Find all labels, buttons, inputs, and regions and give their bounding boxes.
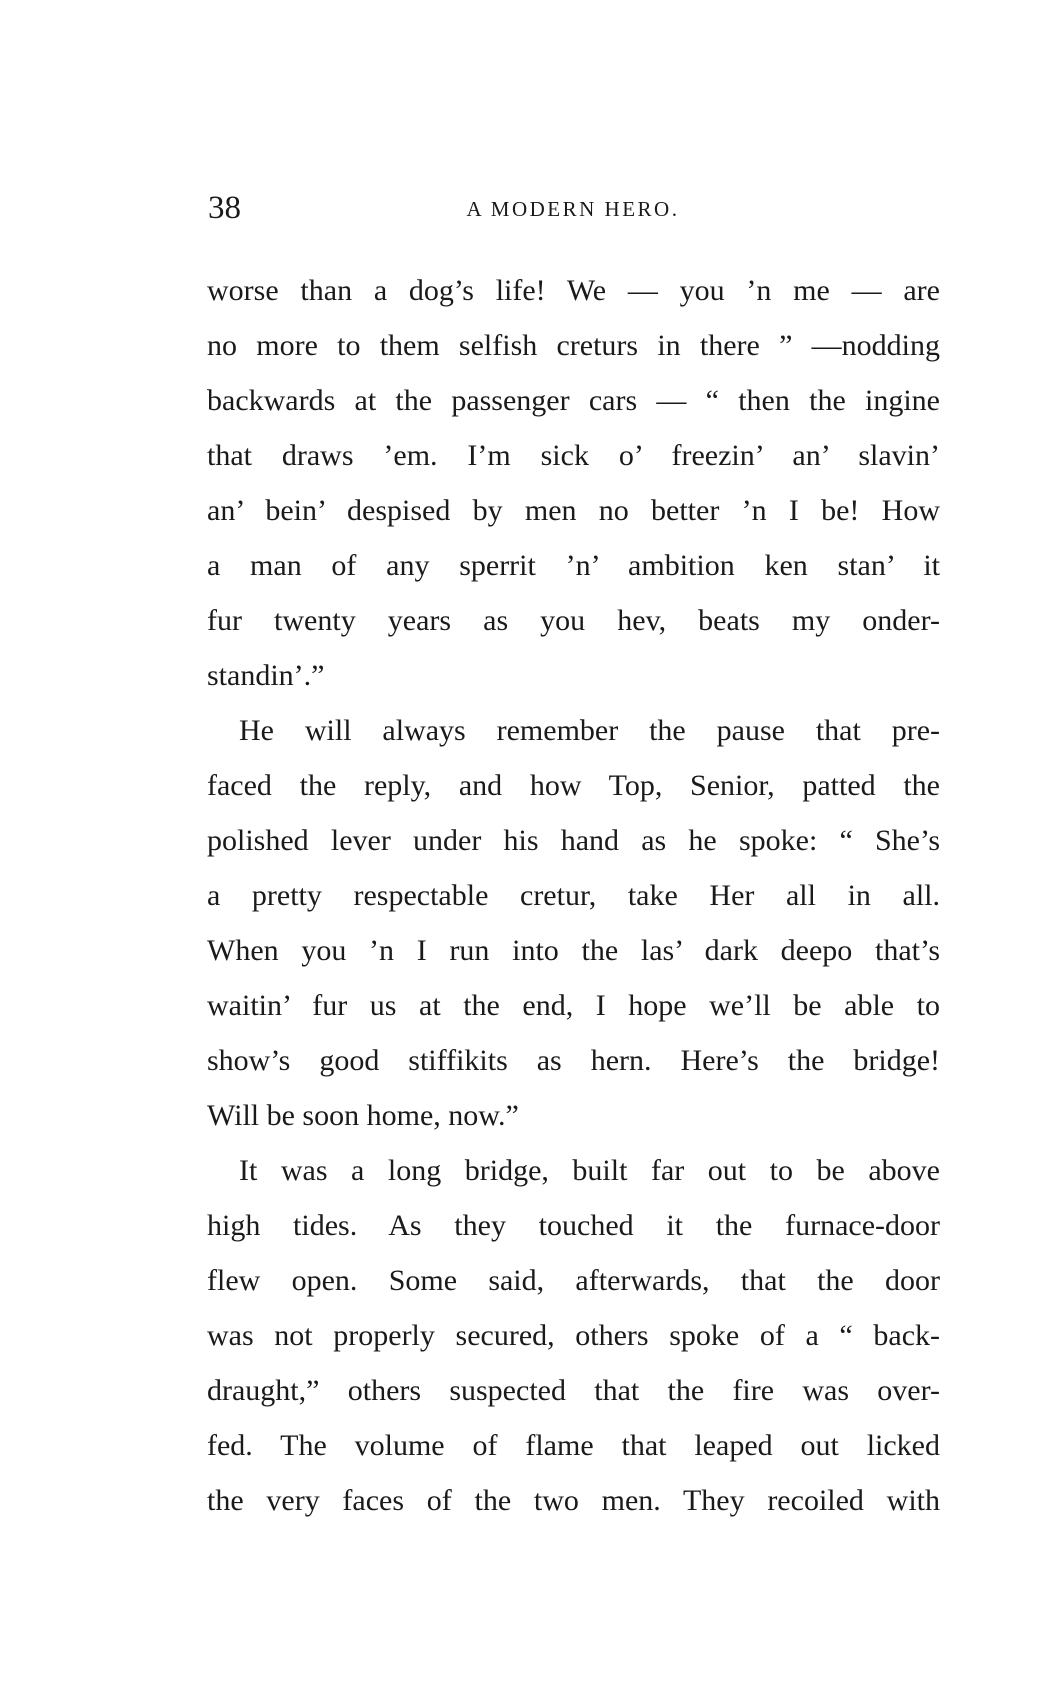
text-line: standin’.”	[207, 659, 325, 692]
text-line: When you ’n I run into the las’ dark deepo that’s	[207, 934, 940, 967]
text-line: a pretty respectable cretur, take Her all in all.	[207, 879, 940, 912]
text-line: flew open. Some said, afterwards, that the door	[207, 1264, 940, 1297]
text-line: an’ bein’ despised by men no better ’n I be! How	[207, 494, 940, 527]
text-line: Will be soon home, now.”	[207, 1099, 519, 1132]
text-line: worse than a dog’s life! We — you ’n me — are	[207, 274, 940, 307]
text-line: draught,” others suspected that the fire was over-	[207, 1374, 940, 1407]
text-line: that draws ’em. I’m sick o’ freezin’ an’ slavin’	[207, 439, 940, 472]
text-line: polished lever under his hand as he spoke: “ She’s	[207, 824, 940, 857]
page-header	[208, 188, 938, 228]
text-line: a man of any sperrit ’n’ ambition ken stan’ it	[207, 549, 940, 582]
text-line: fur twenty years as you hev, beats my onder-	[207, 604, 940, 637]
text-line: fed. The volume of flame that leaped out licked	[207, 1429, 940, 1462]
page-number: 38	[208, 190, 241, 226]
text-line: show’s good stiffikits as hern. Here’s the bridge!	[207, 1044, 940, 1077]
paragraph-first-line: He will always remember the pause that pre-	[239, 714, 940, 747]
text-line: no more to them selfish creturs in there ” —nodding	[207, 329, 940, 362]
text-line: backwards at the passenger cars — “ then the ingine	[207, 384, 940, 417]
running-title: A MODERN HERO.	[466, 197, 680, 221]
text-line: the very faces of the two men. They recoiled with	[207, 1484, 940, 1517]
body-text	[207, 263, 940, 1528]
text-line: was not properly secured, others spoke of a “ back-	[207, 1319, 940, 1352]
text-line: waitin’ fur us at the end, I hope we’ll be able to	[207, 989, 940, 1022]
paragraph-first-line: It was a long bridge, built far out to be above	[239, 1154, 940, 1187]
text-line: high tides. As they touched it the furnace-door	[207, 1209, 940, 1242]
text-line: faced the reply, and how Top, Senior, patted the	[207, 769, 940, 802]
